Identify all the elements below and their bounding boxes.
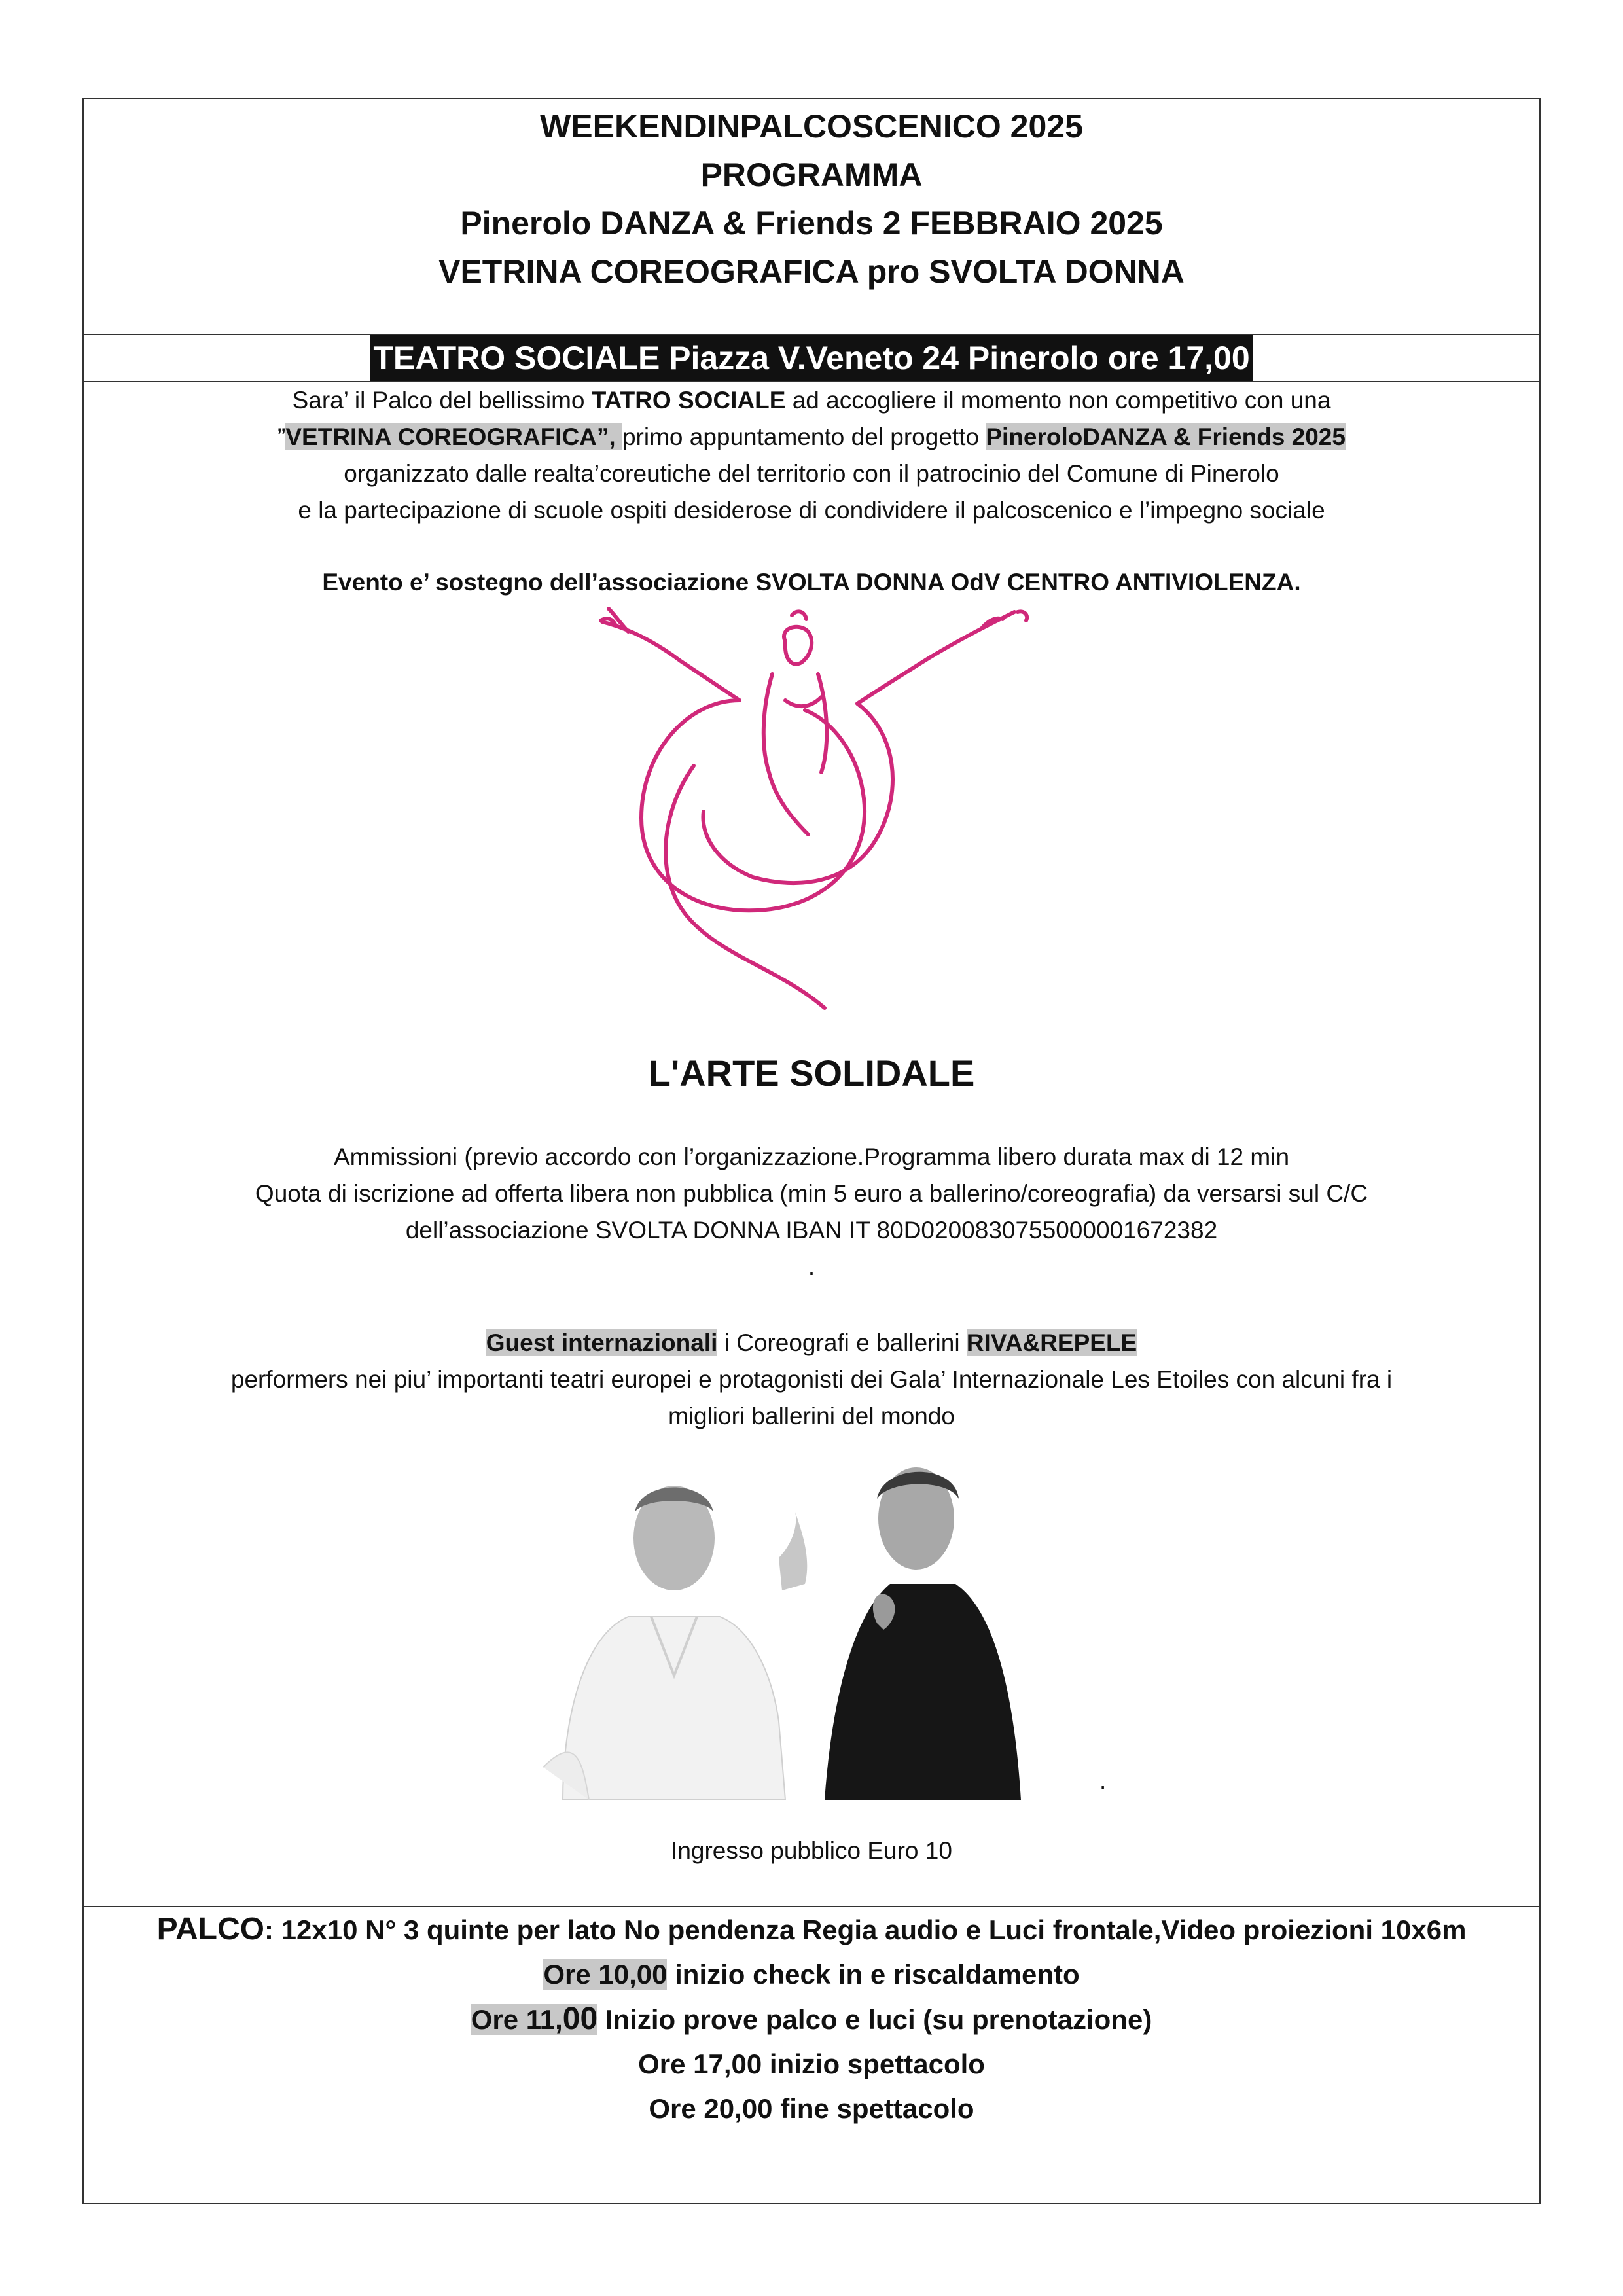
admissions-paragraph	[82, 1139, 1541, 1285]
photo-dot: .	[1099, 1767, 1107, 1794]
dancers-photo	[537, 1460, 1060, 1800]
palco-details: : 12x10 N° 3 quinte per lato No pendenza Regia audio e Luci frontale,Video proiezioni 10x6m	[264, 1914, 1467, 1945]
intro-project-highlight: PineroloDANZA & Friends 2025	[986, 423, 1346, 450]
schedule-time	[471, 2001, 598, 2036]
header-line2: PROGRAMMA	[700, 156, 923, 193]
intro-text: Sara’ il Palco del bellissimo	[292, 387, 592, 414]
intro-text: organizzato dalle realta’coreutiche del territorio con il patrocinio del Comune di Pinerolo	[344, 460, 1279, 487]
intro-text: ad accogliere il momento non competitivo con una	[785, 387, 1331, 414]
admissions-dot: .	[808, 1253, 815, 1280]
guests-paragraph	[82, 1325, 1541, 1435]
schedule-time-part: Ore 11,	[471, 2004, 563, 2035]
schedule-section	[82, 1907, 1541, 2131]
guests-highlight: Guest internazionali	[486, 1329, 718, 1356]
admissions-iban: dell’associazione SVOLTA DONNA IBAN IT 80D0200830755000001672382	[405, 1217, 1218, 1244]
intro-venue-name: TATRO SOCIALE	[591, 387, 786, 414]
schedule-time-part: 00	[562, 2001, 598, 2036]
venue-row	[82, 335, 1541, 381]
intro-vetrina-highlight: VETRINA COREOGRAFICA”,	[285, 423, 622, 450]
event-support: Evento e’ sostegno dell’associazione SVOLTA DONNA OdV CENTRO ANTIVIOLENZA.	[322, 569, 1301, 596]
ticket-price: Ingresso pubblico Euro 10	[671, 1837, 952, 1864]
schedule-line: Ore 17,00 inizio spettacolo	[638, 2049, 985, 2079]
dancer-logo-icon	[589, 602, 1034, 1021]
intro-text: e la partecipazione di scuole ospiti desiderose di condividere il palcoscenico e l’impegno sociale	[298, 497, 1325, 524]
admissions-text: Ammissioni (previo accordo con l’organizzazione.Programma libero durata max di 12 min	[333, 1143, 1290, 1170]
intro-text: ”	[277, 423, 286, 450]
intro-text: primo appuntamento del progetto	[622, 423, 986, 450]
header-line4: VETRINA COREOGRAFICA pro SVOLTA DONNA	[438, 253, 1185, 290]
guests-text: migliori ballerini del mondo	[668, 1403, 955, 1429]
guests-name-highlight: RIVA&REPELE	[966, 1329, 1137, 1356]
palco-label: PALCO	[156, 1912, 264, 1946]
schedule-time: Ore 10,00	[543, 1959, 668, 1990]
schedule-text: inizio check in e riscaldamento	[667, 1959, 1080, 1990]
schedule-line: Ore 20,00 fine spettacolo	[649, 2093, 974, 2124]
intro-paragraph	[82, 382, 1541, 529]
header-line1: WEEKENDINPALCOSCENICO 2025	[540, 108, 1083, 145]
header	[82, 102, 1541, 296]
guests-text: performers nei piu’ importanti teatri europei e protagonisti dei Gala’ Internazionale Les Etoiles con alcuni fra i	[230, 1366, 1393, 1393]
admissions-text: Quota di iscrizione ad offerta libera non pubblica (min 5 euro a ballerino/coreografia) da versarsi sul C/C	[255, 1180, 1368, 1207]
header-line3: Pinerolo DANZA & Friends 2 FEBBRAIO 2025	[460, 205, 1163, 242]
arte-solidale-title: L'ARTE SOLIDALE	[648, 1052, 975, 1094]
schedule-text: Inizio prove palco e luci (su prenotazione)	[597, 2004, 1152, 2035]
guests-text: i Coreografi e ballerini	[717, 1329, 967, 1356]
venue-banner: TEATRO SOCIALE Piazza V.Veneto 24 Pinerolo ore 17,00	[370, 335, 1252, 381]
